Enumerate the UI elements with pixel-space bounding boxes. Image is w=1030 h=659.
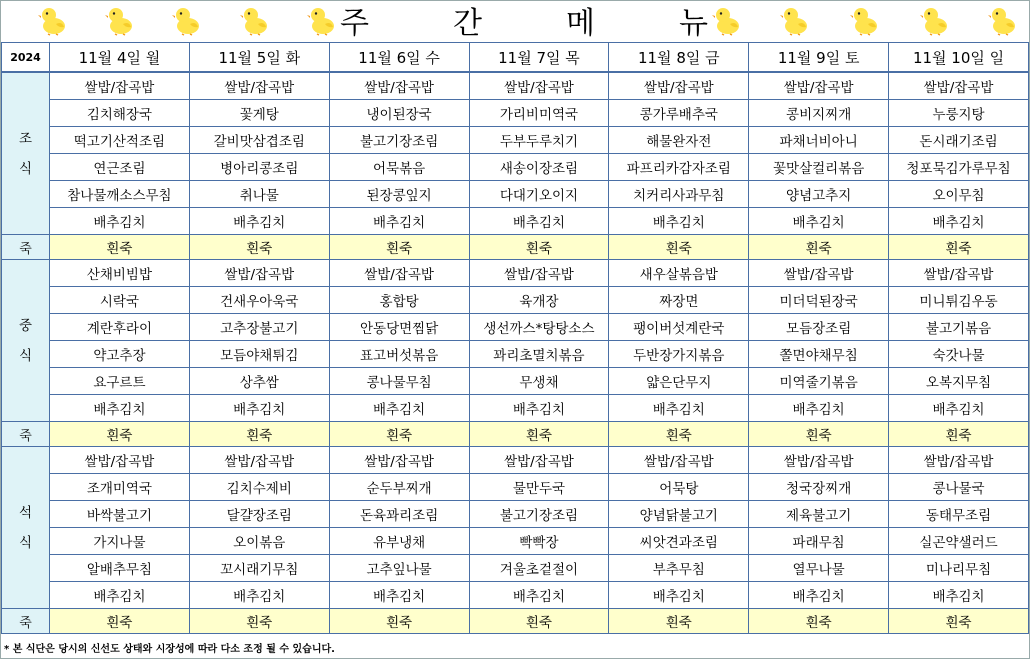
menu-cell: 치커리사과무침 — [609, 181, 749, 208]
menu-cell: 모듬야채튀김 — [189, 341, 329, 368]
menu-cell: 배추김치 — [609, 582, 749, 609]
menu-row — [2, 127, 1029, 154]
menu-cell: 배추김치 — [889, 582, 1029, 609]
menu-cell: 배추김치 — [749, 208, 889, 235]
menu-cell: 미역줄기볶음 — [749, 368, 889, 395]
menu-cell: 쌀밥/잡곡밥 — [189, 447, 329, 474]
menu-cell: 참나물깨소스무침 — [50, 181, 190, 208]
day-header: 11월 7일 목 — [469, 43, 609, 73]
day-header: 11월 8일 금 — [609, 43, 749, 73]
menu-cell: 배추김치 — [189, 208, 329, 235]
menu-cell: 김치수제비 — [189, 474, 329, 501]
porridge-cell: 흰죽 — [889, 609, 1029, 634]
menu-cell: 오이볶음 — [189, 528, 329, 555]
menu-cell: 제육불고기 — [749, 501, 889, 528]
menu-cell: 가지나물 — [50, 528, 190, 555]
menu-cell: 얇은단무지 — [609, 368, 749, 395]
menu-cell: 돈시래기조림 — [889, 127, 1029, 154]
porridge-cell: 흰죽 — [469, 609, 609, 634]
menu-cell: 파채너비아니 — [749, 127, 889, 154]
porridge-cell: 흰죽 — [469, 422, 609, 447]
duck-icon — [712, 4, 742, 36]
menu-cell: 갈비맛삼겹조림 — [189, 127, 329, 154]
menu-cell: 불고기장조림 — [329, 127, 469, 154]
menu-cell: 누룽지탕 — [889, 100, 1029, 127]
duck-icon — [780, 4, 810, 36]
porridge-cell: 흰죽 — [189, 422, 329, 447]
meal-label-text: 조 식 — [18, 130, 33, 177]
duck-icon — [988, 4, 1018, 36]
porridge-label: 죽 — [2, 422, 50, 447]
day-header: 11월 6일 수 — [329, 43, 469, 73]
menu-cell: 배추김치 — [749, 582, 889, 609]
footnote: * 본 식단은 당시의 신선도 상태와 시장성에 따라 다소 조정 될 수 있습니다. — [4, 644, 335, 655]
duck-icon — [38, 4, 68, 36]
menu-cell: 쌀밥/잡곡밥 — [889, 260, 1029, 287]
duck-icon — [307, 4, 337, 36]
porridge-cell: 흰죽 — [749, 422, 889, 447]
menu-cell: 고추잎나물 — [329, 555, 469, 582]
duck-icon — [172, 4, 202, 36]
menu-cell: 쌀밥/잡곡밥 — [609, 447, 749, 474]
menu-cell: 무생채 — [469, 368, 609, 395]
porridge-cell: 흰죽 — [329, 235, 469, 260]
menu-cell: 꽃게탕 — [189, 100, 329, 127]
menu-row — [2, 208, 1029, 235]
title-bar — [0, 0, 1030, 40]
menu-cell: 미나리무침 — [889, 555, 1029, 582]
menu-cell: 쌀밥/잡곡밥 — [469, 260, 609, 287]
menu-cell: 쌀밥/잡곡밥 — [469, 447, 609, 474]
porridge-cell: 흰죽 — [609, 235, 749, 260]
menu-cell: 쌀밥/잡곡밥 — [609, 72, 749, 100]
menu-cell: 쌀밥/잡곡밥 — [749, 72, 889, 100]
menu-cell: 계란후라이 — [50, 314, 190, 341]
menu-cell: 배추김치 — [189, 582, 329, 609]
menu-cell: 콩나물무침 — [329, 368, 469, 395]
menu-cell: 실곤약샐러드 — [889, 528, 1029, 555]
porridge-cell: 흰죽 — [189, 609, 329, 634]
menu-cell: 쌀밥/잡곡밥 — [329, 72, 469, 100]
menu-cell: 배추김치 — [50, 208, 190, 235]
porridge-cell: 흰죽 — [749, 609, 889, 634]
porridge-cell: 흰죽 — [50, 422, 190, 447]
menu-cell: 양념고추지 — [749, 181, 889, 208]
menu-cell: 연근조림 — [50, 154, 190, 181]
menu-cell: 쫄면야채무침 — [749, 341, 889, 368]
menu-cell: 다대기오이지 — [469, 181, 609, 208]
menu-cell: 된장콩잎지 — [329, 181, 469, 208]
menu-cell: 바싹불고기 — [50, 501, 190, 528]
menu-cell: 오이무침 — [889, 181, 1029, 208]
menu-cell: 미더덕된장국 — [749, 287, 889, 314]
menu-cell: 가리비미역국 — [469, 100, 609, 127]
menu-cell: 떡고기산적조림 — [50, 127, 190, 154]
menu-cell: 두반장가지볶음 — [609, 341, 749, 368]
porridge-row — [2, 422, 1029, 447]
menu-cell: 배추김치 — [189, 395, 329, 422]
porridge-row — [2, 609, 1029, 634]
menu-cell: 취나물 — [189, 181, 329, 208]
porridge-cell: 흰죽 — [50, 609, 190, 634]
menu-cell: 쌀밥/잡곡밥 — [889, 72, 1029, 100]
title-char: 메 — [566, 6, 597, 41]
menu-cell: 짜장면 — [609, 287, 749, 314]
menu-cell: 쌀밥/잡곡밥 — [749, 447, 889, 474]
menu-row — [2, 555, 1029, 582]
menu-cell: 쌀밥/잡곡밥 — [50, 72, 190, 100]
menu-cell: 어묵탕 — [609, 474, 749, 501]
menu-row — [2, 314, 1029, 341]
menu-cell: 씨앗견과조림 — [609, 528, 749, 555]
menu-row — [2, 395, 1029, 422]
porridge-label: 죽 — [2, 609, 50, 634]
menu-cell: 두부두루치기 — [469, 127, 609, 154]
menu-cell: 육개장 — [469, 287, 609, 314]
menu-cell: 배추김치 — [469, 582, 609, 609]
menu-row — [2, 528, 1029, 555]
menu-cell: 배추김치 — [469, 208, 609, 235]
porridge-cell: 흰죽 — [469, 235, 609, 260]
menu-cell: 약고추장 — [50, 341, 190, 368]
menu-cell: 배추김치 — [50, 395, 190, 422]
menu-cell: 김치해장국 — [50, 100, 190, 127]
menu-cell: 쌀밥/잡곡밥 — [329, 260, 469, 287]
menu-cell: 양념닭불고기 — [609, 501, 749, 528]
day-header: 11월 4일 월 — [50, 43, 190, 73]
menu-cell: 파래무침 — [749, 528, 889, 555]
menu-cell: 꽃맛살컬리볶음 — [749, 154, 889, 181]
porridge-cell: 흰죽 — [189, 235, 329, 260]
menu-cell: 불고기볶음 — [889, 314, 1029, 341]
menu-row — [2, 260, 1029, 287]
menu-cell: 배추김치 — [749, 395, 889, 422]
porridge-row — [2, 235, 1029, 260]
menu-cell: 산채비빔밥 — [50, 260, 190, 287]
menu-cell: 콩비지찌개 — [749, 100, 889, 127]
menu-cell: 배추김치 — [469, 395, 609, 422]
menu-cell: 돈육꽈리조림 — [329, 501, 469, 528]
menu-cell: 배추김치 — [50, 582, 190, 609]
menu-cell: 배추김치 — [609, 208, 749, 235]
porridge-cell: 흰죽 — [50, 235, 190, 260]
menu-row — [2, 447, 1029, 474]
porridge-cell: 흰죽 — [889, 422, 1029, 447]
menu-row — [2, 154, 1029, 181]
menu-cell: 꼬시래기무침 — [189, 555, 329, 582]
porridge-cell: 흰죽 — [749, 235, 889, 260]
menu-cell: 배추김치 — [329, 395, 469, 422]
menu-row — [2, 474, 1029, 501]
meal-label — [2, 72, 50, 235]
title-char: 뉴 — [679, 6, 710, 41]
menu-cell: 부추무침 — [609, 555, 749, 582]
menu-cell: 새송이장조림 — [469, 154, 609, 181]
menu-cell: 콩나물국 — [889, 474, 1029, 501]
menu-cell: 쌀밥/잡곡밥 — [889, 447, 1029, 474]
menu-cell: 빡빡장 — [469, 528, 609, 555]
menu-row — [2, 72, 1029, 100]
menu-row — [2, 181, 1029, 208]
menu-cell: 불고기장조림 — [469, 501, 609, 528]
menu-cell: 파프리카감자조림 — [609, 154, 749, 181]
menu-cell: 냉이된장국 — [329, 100, 469, 127]
menu-cell: 쌀밥/잡곡밥 — [189, 72, 329, 100]
menu-cell: 건새우아욱국 — [189, 287, 329, 314]
menu-cell: 병아리콩조림 — [189, 154, 329, 181]
menu-cell: 배추김치 — [609, 395, 749, 422]
menu-cell: 미니튀김우동 — [889, 287, 1029, 314]
menu-cell: 콩가루배추국 — [609, 100, 749, 127]
porridge-cell: 흰죽 — [329, 422, 469, 447]
menu-cell: 달걀장조림 — [189, 501, 329, 528]
menu-cell: 팽이버섯계란국 — [609, 314, 749, 341]
menu-cell: 꽈리초멸치볶음 — [469, 341, 609, 368]
day-header: 11월 9일 토 — [749, 43, 889, 73]
title-char: 간 — [453, 6, 484, 41]
title-char: 주 — [340, 6, 371, 41]
menu-cell: 조개미역국 — [50, 474, 190, 501]
duck-icon — [850, 4, 880, 36]
menu-cell: 배추김치 — [889, 395, 1029, 422]
year-cell: 2024 — [2, 43, 50, 73]
duck-icon — [920, 4, 950, 36]
header-row — [2, 43, 1029, 73]
menu-row — [2, 341, 1029, 368]
duck-icon — [105, 4, 135, 36]
menu-cell: 유부냉채 — [329, 528, 469, 555]
meal-label-text: 석 식 — [18, 504, 33, 551]
menu-row — [2, 100, 1029, 127]
menu-row — [2, 287, 1029, 314]
menu-cell: 배추김치 — [329, 208, 469, 235]
menu-cell: 쌀밥/잡곡밥 — [749, 260, 889, 287]
menu-cell: 겨울초겉절이 — [469, 555, 609, 582]
menu-cell: 홍합탕 — [329, 287, 469, 314]
menu-cell: 표고버섯볶음 — [329, 341, 469, 368]
menu-cell: 요구르트 — [50, 368, 190, 395]
porridge-cell: 흰죽 — [329, 609, 469, 634]
menu-cell: 새우살볶음밥 — [609, 260, 749, 287]
menu-cell: 물만두국 — [469, 474, 609, 501]
menu-row — [2, 501, 1029, 528]
menu-cell: 열무나물 — [749, 555, 889, 582]
porridge-cell: 흰죽 — [889, 235, 1029, 260]
day-header: 11월 10일 일 — [889, 43, 1029, 73]
menu-cell: 배추김치 — [329, 582, 469, 609]
menu-cell: 오복지무침 — [889, 368, 1029, 395]
weekly-menu-table — [1, 42, 1029, 634]
menu-cell: 시락국 — [50, 287, 190, 314]
duck-icon — [240, 4, 270, 36]
day-header: 11월 5일 화 — [189, 43, 329, 73]
menu-cell: 고추장불고기 — [189, 314, 329, 341]
menu-cell: 숙갓나물 — [889, 341, 1029, 368]
menu-cell: 모듬장조림 — [749, 314, 889, 341]
menu-cell: 쌀밥/잡곡밥 — [329, 447, 469, 474]
menu-cell: 어묵볶음 — [329, 154, 469, 181]
menu-cell: 순두부찌개 — [329, 474, 469, 501]
menu-cell: 해물완자전 — [609, 127, 749, 154]
menu-cell: 알배추무침 — [50, 555, 190, 582]
porridge-cell: 흰죽 — [609, 422, 749, 447]
menu-cell: 생선까스*탕탕소스 — [469, 314, 609, 341]
meal-label — [2, 260, 50, 422]
porridge-cell: 흰죽 — [609, 609, 749, 634]
menu-cell: 청포묵김가루무침 — [889, 154, 1029, 181]
menu-cell: 안동당면찜닭 — [329, 314, 469, 341]
menu-cell: 쌀밥/잡곡밥 — [189, 260, 329, 287]
menu-row — [2, 368, 1029, 395]
menu-cell: 쌀밥/잡곡밥 — [469, 72, 609, 100]
porridge-label: 죽 — [2, 235, 50, 260]
menu-row — [2, 582, 1029, 609]
meal-label-text: 중 식 — [18, 317, 33, 364]
menu-cell: 배추김치 — [889, 208, 1029, 235]
meal-label — [2, 447, 50, 609]
menu-cell: 동태무조림 — [889, 501, 1029, 528]
menu-cell: 상추쌈 — [189, 368, 329, 395]
page-title — [340, 0, 710, 40]
menu-cell: 청국장찌개 — [749, 474, 889, 501]
menu-cell: 쌀밥/잡곡밥 — [50, 447, 190, 474]
